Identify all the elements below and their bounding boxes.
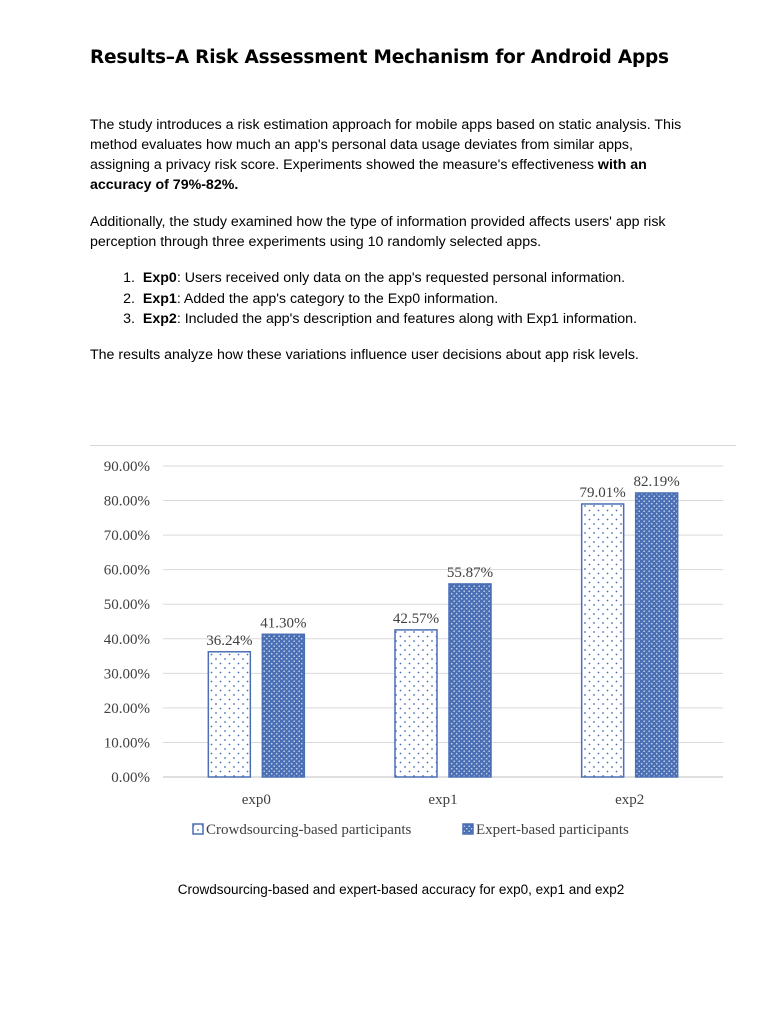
y-tick-label: 40.00% xyxy=(103,631,150,648)
legend-label: Crowdsourcing-based participants xyxy=(206,822,412,838)
list-number: 2. xyxy=(123,290,135,307)
legend xyxy=(193,822,629,838)
y-tick-label: 90.00% xyxy=(103,459,150,475)
legend-swatch-crowdsourcing xyxy=(193,824,203,834)
data-label: 79.01% xyxy=(579,484,626,501)
x-tick-label: exp2 xyxy=(615,792,645,808)
paragraph-intro xyxy=(90,115,690,195)
y-tick-label: 10.00% xyxy=(103,735,150,752)
y-tick-label: 60.00% xyxy=(103,562,150,579)
list-text: : Added the app's category to the Exp0 information. xyxy=(176,290,499,307)
bar-crowdsourcing-exp0 xyxy=(208,652,250,777)
bar-crowdsourcing-exp1 xyxy=(395,630,437,777)
data-label: 36.24% xyxy=(206,632,253,649)
list-text: : Included the app's description and features along with Exp1 information. xyxy=(176,311,637,327)
paragraph-results: The results analyze how these variations influence user decisions about app risk levels. xyxy=(90,347,639,363)
list-item xyxy=(90,289,637,310)
y-axis-tick-labels xyxy=(104,459,150,786)
data-label: 55.87% xyxy=(446,564,494,581)
figure-caption: Crowdsourcing-based and expert-based accuracy for exp0, exp1 and exp2 xyxy=(177,882,625,897)
data-label: 41.30% xyxy=(260,615,307,632)
y-tick-label: 20.00% xyxy=(103,700,150,717)
list-term: Exp1 xyxy=(142,290,177,307)
legend-label: Expert-based participants xyxy=(476,822,629,838)
intro-bold-text: with an accuracy of 79%-82%. xyxy=(90,157,647,193)
x-tick-label: exp1 xyxy=(428,792,458,808)
y-tick-label: 30.00% xyxy=(103,666,150,683)
data-label: 82.19% xyxy=(633,473,680,490)
intro-text: The study introduces a risk estimation approach for mobile apps based on static analysis. This method evaluates how much an app's personal data usage deviates from similar apps, assigning a privacy risk score. Experiments showed the measure's effectiveness xyxy=(90,117,682,173)
x-axis-tick-labels xyxy=(242,792,645,808)
bar-crowdsourcing-exp2 xyxy=(582,504,624,777)
list-item xyxy=(90,268,637,289)
list-text: : Users received only data on the app's requested personal information. xyxy=(176,270,626,286)
x-tick-label: exp0 xyxy=(241,792,271,808)
y-tick-label: 0.00% xyxy=(111,770,150,786)
list-number: 1. xyxy=(123,270,135,286)
bar-expert-exp2 xyxy=(636,493,678,777)
y-tick-label: 80.00% xyxy=(103,493,150,510)
accuracy-bar-chart xyxy=(88,450,738,860)
y-tick-label: 70.00% xyxy=(103,528,150,545)
legend-swatch-expert xyxy=(463,824,473,834)
divider xyxy=(90,445,736,446)
list-number: 3. xyxy=(123,311,135,327)
experiment-list xyxy=(90,268,637,330)
bar-expert-exp1 xyxy=(449,584,491,777)
list-term: Exp2 xyxy=(142,311,177,327)
data-label: 42.57% xyxy=(392,610,440,627)
y-tick-label: 50.00% xyxy=(103,597,150,614)
list-term: Exp0 xyxy=(142,270,177,286)
page-title: Results–A Risk Assessment Mechanism for Android Apps xyxy=(90,47,669,68)
bar-expert-exp0 xyxy=(262,634,304,777)
paragraph-experiments: Additionally, the study examined how the type of information provided affects users' app risk perception through three experiments using 10 randomly selected apps. xyxy=(90,214,666,250)
list-item xyxy=(90,309,637,330)
